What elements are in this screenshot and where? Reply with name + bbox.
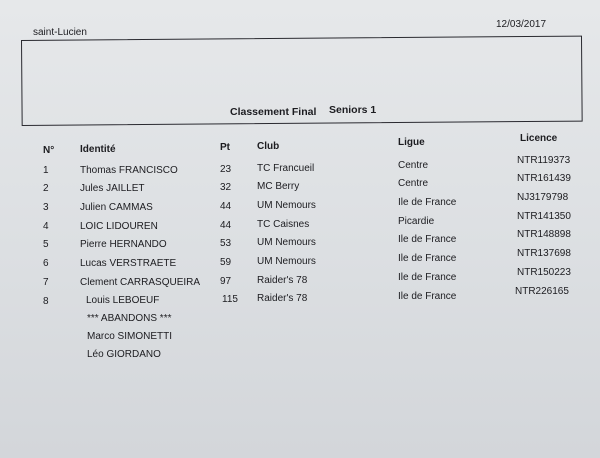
name-cell: LOIC LIDOUREN [80,221,158,232]
header-points: Pt [220,142,230,153]
classement-title: Classement Final [230,106,317,118]
date-label: 12/03/2017 [496,19,547,30]
rank-cell: 8 [43,296,49,307]
licence-cell: NTR141350 [517,211,571,222]
header-club: Club [257,141,280,152]
league-cell: Ile de France [398,253,457,264]
licence-cell: NTR119373 [517,155,571,166]
league-cell: Centre [398,160,429,171]
points-cell: 59 [220,257,232,268]
name-cell: Julien CAMMAS [80,202,153,213]
abandon-name: Marco SIMONETTI [87,331,173,342]
licence-cell: NTR226165 [515,286,569,297]
league-cell: Picardie [398,216,435,227]
league-cell: Ile de France [398,272,457,283]
licence-cell: NTR161439 [517,173,571,184]
name-cell: Pierre HERNANDO [80,239,167,250]
rank-cell: 5 [43,239,49,250]
league-cell: Ile de France [398,234,457,245]
points-cell: 23 [220,164,232,175]
club-cell: TC Caisnes [257,219,310,230]
points-cell: 115 [222,294,238,305]
licence-cell: NTR148898 [517,229,571,240]
league-cell: Centre [398,178,429,189]
abandon-name: Léo GIORDANO [87,349,161,360]
venue-label: saint-Lucien [33,27,87,38]
club-cell: UM Nemours [257,200,316,211]
header-rank: N° [43,145,55,156]
rank-cell: 6 [43,258,49,269]
club-cell: MC Berry [257,181,300,192]
name-cell: Thomas FRANCISCO [80,165,178,176]
league-cell: Ile de France [398,291,457,302]
points-cell: 32 [220,182,232,193]
licence-cell: NTR150223 [517,267,571,278]
club-cell: TC Francueil [257,163,315,174]
points-cell: 44 [220,201,232,212]
name-cell: Clement CARRASQUEIRA [80,277,201,288]
rank-cell: 2 [43,183,49,194]
points-cell: 44 [220,220,232,231]
rank-cell: 1 [43,165,49,176]
club-cell: Raider's 78 [257,293,308,304]
header-league: Ligue [398,137,425,148]
club-cell: Raider's 78 [257,275,308,286]
category-title: Seniors 1 [329,104,377,116]
name-cell: Louis LEBOEUF [86,295,160,306]
rank-cell: 7 [43,277,49,288]
club-cell: UM Nemours [257,256,316,267]
name-cell: Jules JAILLET [80,183,145,194]
rank-cell: 3 [43,202,49,213]
rank-cell: 4 [43,221,49,232]
name-cell: Lucas VERSTRAETE [80,258,177,269]
points-cell: 53 [220,238,232,249]
points-cell: 97 [220,276,232,287]
header-identity: Identité [80,144,116,155]
header-licence: Licence [520,133,558,144]
club-cell: UM Nemours [257,237,316,248]
licence-cell: NJ3179798 [517,192,569,203]
licence-cell: NTR137698 [517,248,571,259]
abandons-heading: *** ABANDONS *** [87,313,172,324]
league-cell: Ile de France [398,197,457,208]
